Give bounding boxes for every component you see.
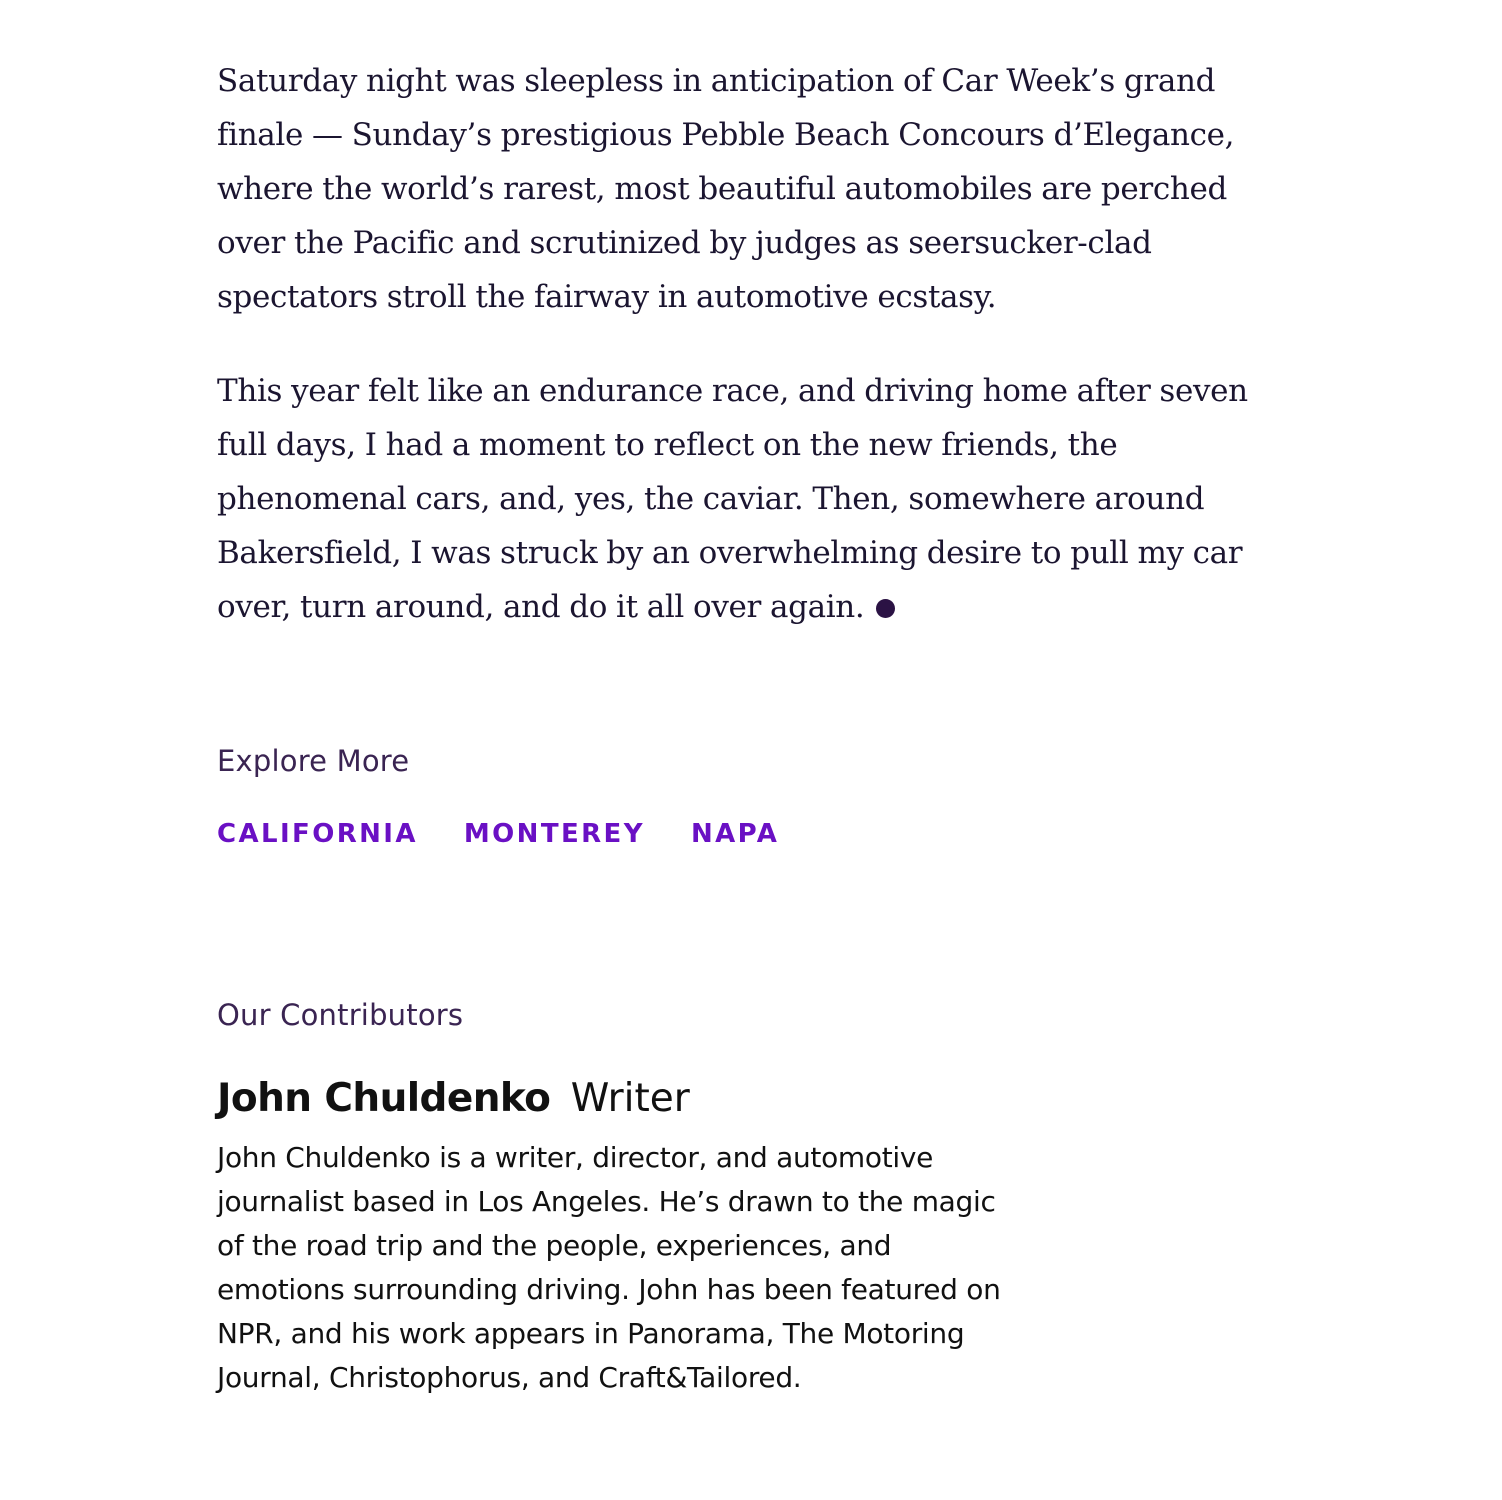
contributor-bio: John Chuldenko is a writer, director, and automotive journalist based in Los Angeles. He’s drawn to the magic of the road trip and the people, experiences, and emotions surrounding driving. John has been featured on NPR, and his work appears in Panorama, The Motoring Journal, Christophorus, and Craft&Tailored.	[217, 1141, 1001, 1394]
contributor-header	[217, 1072, 1007, 1126]
article-paragraph: Saturday night was sleepless in anticipation of Car Week’s grand finale — Sunday’s prestigious Pebble Beach Concours d’Elegance, where the world’s rarest, most beautiful automobiles are perched over the Pacific and scrutinized by judges as seersucker-clad spectators stroll the fairway in automotive ecstasy.	[217, 63, 1235, 315]
contributors-heading: Our Contributors	[217, 998, 464, 1032]
end-of-article-dot-icon	[876, 599, 895, 618]
explore-tags	[217, 819, 779, 849]
tag-napa[interactable]: NAPA	[690, 819, 780, 849]
article-paragraph-text: This year felt like an endurance race, and driving home after seven full days, I had a moment to reflect on the new friends, the phenomenal cars, and, yes, the caviar. Then, somewhere around Bakersfield, I was struck by an overwhelming desire to pull my car over, turn around, and do it all over again.	[217, 373, 1248, 625]
contributor-role: Writer	[570, 1076, 690, 1121]
article-paragraph-final	[217, 364, 1267, 634]
contributor-card	[217, 1072, 1007, 1400]
explore-more-heading: Explore More	[217, 744, 410, 778]
article-text	[217, 54, 1267, 634]
tag-monterey[interactable]: MONTEREY	[463, 819, 645, 849]
contributor-name: John Chuldenko	[217, 1076, 551, 1121]
tag-california[interactable]: CALIFORNIA	[217, 819, 418, 849]
